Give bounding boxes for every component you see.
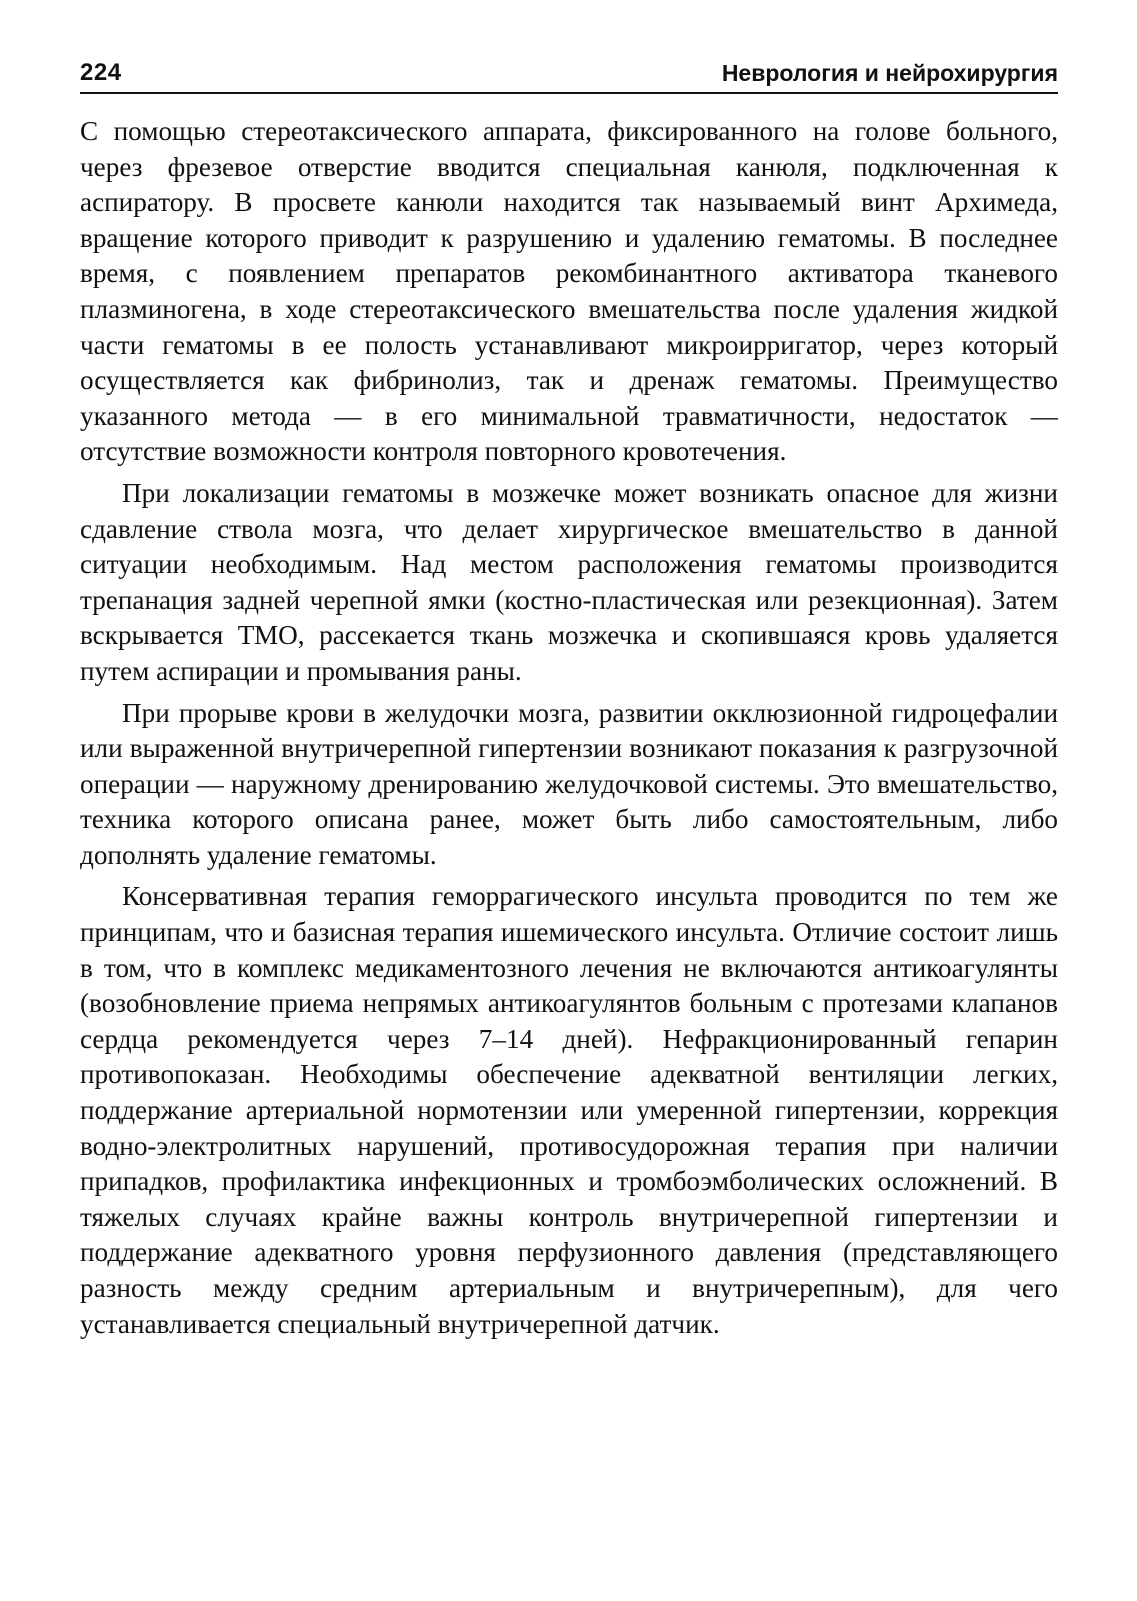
page-number: 224	[80, 59, 122, 86]
paragraph-stereotactic-method: С помощью стереотаксического аппарата, фиксированного на голове больного, через фрезевое отверстие вводится специальная канюля, подключенная к аспиратору. В просвете канюли находится так называемый винт Архимеда, вращение которого приводит к разрушению и удалению гематомы. В последнее время, с появлением препаратов рекомбинантного активатора тканевого плазминогена, в ходе стереотаксического вмешательства после удаления жидкой части гематомы в ее полость устанавливают микроирригатор, через который осуществляется как фибринолиз, так и дренаж гематомы. Преимущество указанного метода — в его минимальной травматичности, недостаток — отсутствие возможности контроля повторного кровотечения.	[80, 116, 1058, 467]
paragraph-ventricular-drainage: При прорыве крови в желудочки мозга, развитии окклюзионной гидроцефалии или выраженной внутричерепной гипертензии возникают показания к разгрузочной операции — наружному дренированию желудочковой системы. Это вмешательство, техника которого описана ранее, может быть либо самостоятельным, либо дополнять удаление гематомы.	[80, 697, 1058, 870]
paragraph-cerebellar-hematoma: При локализации гематомы в мозжечке может возникать опасное для жизни сдавление ствола мозга, что делает хирургическое вмешательство в данной ситуации необходимым. Над местом расположения гематомы производится трепанация задней черепной ямки (костно-пластическая или резекционная). Затем вскрывается ТМО, рассекается ткань мозжечка и скопившаяся кровь удаляется путем аспирации и промывания раны.	[80, 477, 1058, 686]
body-text	[80, 114, 1058, 1342]
paragraph-conservative-therapy: Консервативная терапия геморрагического инсульта проводится по тем же принципам, что и базисная терапия ишемического инсульта. Отличие состоит лишь в том, что в комплекс медикаментозного лечения не включаются антикоагулянты (возобновление приема непрямых антикоагулянтов больным с протезами клапанов сердца рекомендуется через 7–14 дней). Нефракционированный гепарин противопоказан. Необходимы обеспечение адекватной вентиляции легких, поддержание артериальной нормотензии или умеренной гипертензии, коррекция водно-электролитных нарушений, противосудорожная терапия при наличии припадков, профилактика инфекционных и тромбоэмболических осложнений. В тяжелых случаях крайне важны контроль внутричерепной гипертензии и поддержание адекватного уровня перфузионного давления (представляющего разность между средним артериальным и внутричерепным), для чего устанавливается специальный внутричерепной датчик.	[80, 881, 1058, 1339]
book-page	[80, 58, 1058, 1348]
running-head	[80, 58, 1058, 94]
running-title: Неврология и нейрохирургия	[721, 60, 1058, 86]
